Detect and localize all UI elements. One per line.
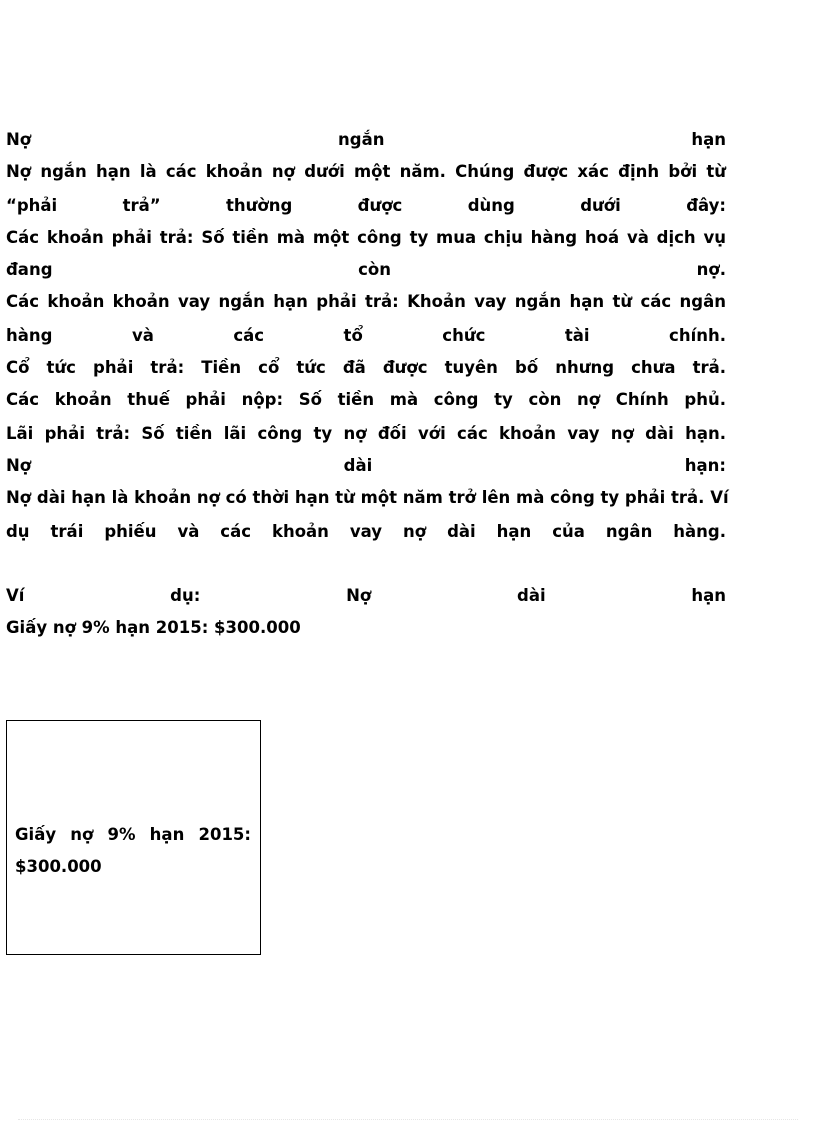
- box-line-2: $300.000: [15, 857, 102, 876]
- paragraph-line: Nợ ngắn hạn là các khoản nợ dưới một năm. Chúng được xác định bởi từ: [6, 162, 726, 181]
- paragraph-line: Các khoản phải trả: Số tiền mà một công ty mua chịu hàng hoá và dịch vụ: [6, 228, 726, 247]
- example-heading: Ví dụ: Nợ dài hạn: [6, 586, 726, 605]
- heading-long-term-debt: Nợ dài hạn:: [6, 456, 726, 475]
- paragraph-line: “phải trả” thường được dùng dưới đây:: [6, 196, 726, 215]
- paragraph-line: Các khoản thuế phải nộp: Số tiền mà công ty còn nợ Chính phủ.: [6, 390, 726, 409]
- paragraph-line: Nợ dài hạn là khoản nợ có thời hạn từ một năm trở lên mà công ty phải trả. Ví: [6, 488, 729, 507]
- heading-short-term-debt: Nợ ngắn hạn: [6, 130, 726, 149]
- box-line-1: Giấy nợ 9% hạn 2015:: [15, 825, 251, 844]
- paragraph-line: dụ trái phiếu và các khoản vay nợ dài hạn của ngân hàng.: [6, 522, 726, 541]
- page-footer-divider: [18, 1119, 798, 1120]
- paragraph-line: Các khoản khoản vay ngắn hạn phải trả: Khoản vay ngắn hạn từ các ngân: [6, 292, 726, 311]
- paragraph-line: hàng và các tổ chức tài chính.: [6, 326, 726, 345]
- example-text-box: [6, 720, 261, 955]
- example-line: Giấy nợ 9% hạn 2015: $300.000: [6, 618, 301, 637]
- paragraph-line: Lãi phải trả: Số tiền lãi công ty nợ đối với các khoản vay nợ dài hạn.: [6, 424, 726, 443]
- paragraph-line: Cổ tức phải trả: Tiền cổ tức đã được tuyên bố nhưng chưa trả.: [6, 358, 726, 377]
- paragraph-line: đang còn nợ.: [6, 260, 726, 279]
